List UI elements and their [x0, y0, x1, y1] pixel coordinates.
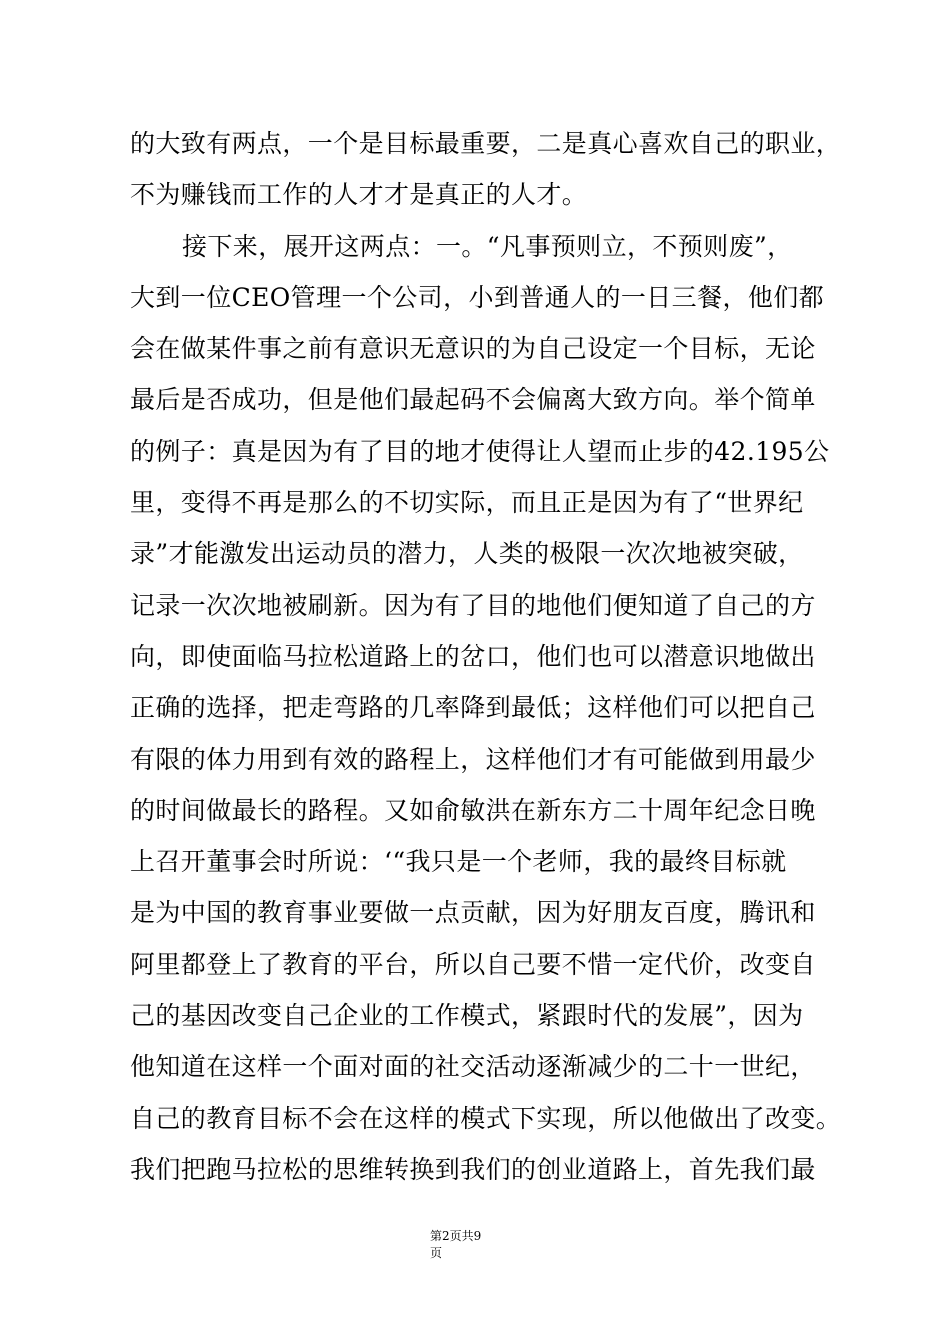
page-number: 第2页共9 页 [430, 1229, 482, 1260]
text-line: 他知道在这样一个面对面的社交活动逐渐减少的二十一世纪， [130, 1052, 816, 1082]
text-line: 我们把跑马拉松的思维转换到我们的创业道路上，首先我们最 [130, 1154, 816, 1184]
text-line: 不为赚钱而工作的人才才是真正的人才。 [130, 180, 588, 210]
text-line: 录”才能激发出运动员的潜力，人类的极限一次次地被突破， [130, 539, 804, 569]
text-line: 正确的选择，把走弯路的几率降到最低；这样他们可以把自己 [130, 693, 816, 723]
paragraph-start-line: 接下来，展开这两点：一。“凡事预则立，不预则废”， [182, 231, 793, 261]
text-line: 记录一次次地被刷新。因为有了目的地他们便知道了自己的方 [130, 590, 816, 620]
text-line: 己的基因改变自己企业的工作模式，紧跟时代的发展”，因为 [130, 1001, 804, 1031]
text-line: 的例子：真是因为有了目的地才使得让人望而止步的42.195公 [130, 436, 830, 466]
text-line: 里，变得不再是那么的不切实际，而且正是因为有了“世界纪 [130, 488, 804, 518]
text-line: 自己的教育目标不会在这样的模式下实现，所以他做出了改变。 [130, 1103, 842, 1133]
text-line: 向，即使面临马拉松道路上的岔口，他们也可以潜意识地做出 [130, 641, 816, 671]
text-line: 的时间做最长的路程。又如俞敏洪在新东方二十周年纪念日晚 [130, 795, 816, 825]
text-line: 阿里都登上了教育的平台，所以自己要不惜一定代价，改变自 [130, 949, 816, 979]
body-text [130, 118, 860, 1195]
text-line: 的大致有两点，一个是目标最重要，二是真心喜欢自己的职业， [130, 129, 842, 158]
text-line: 是为中国的教育事业要做一点贡献，因为好朋友百度，腾讯和 [130, 898, 816, 928]
text-line: 上召开董事会时所说：‘“我只是一个老师，我的最终目标就 [130, 847, 787, 877]
text-line: 最后是否成功，但是他们最起码不会偏离大致方向。举个简单 [130, 385, 816, 415]
text-line: 有限的体力用到有效的路程上，这样他们才有可能做到用最少 [130, 744, 816, 774]
text-line: 会在做某件事之前有意识无意识的为自己设定一个目标，无论 [130, 334, 816, 364]
text-line: 大到一位CEO管理一个公司，小到普通人的一日三餐，他们都 [130, 282, 825, 312]
